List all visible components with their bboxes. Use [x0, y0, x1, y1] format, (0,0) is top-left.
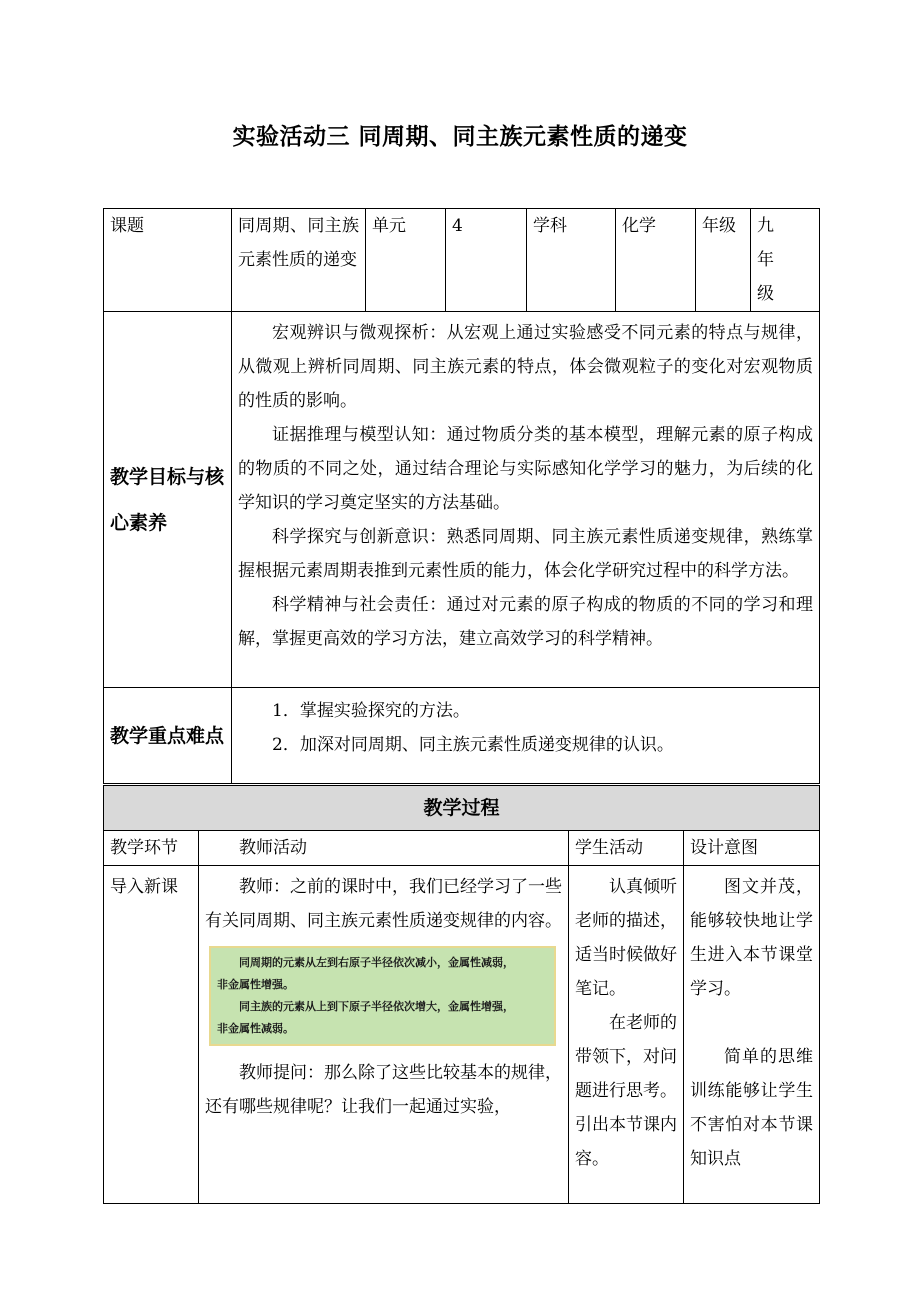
- keypoint-item: 2．加深对同周期、同主族元素性质递变规律的认识。: [272, 735, 674, 755]
- goal-paragraph: 证据推理与模型认知：通过物质分类的基本模型，理解元素的原子构成的物质的不同之处，通过结合理论与实际感知化学学习的魅力，为后续的化学知识的学习奠定坚实的方法基础。: [238, 425, 813, 513]
- subject-value: 化学: [616, 209, 696, 312]
- design-intent-cell: [684, 866, 820, 1204]
- goal-paragraph: 科学精神与社会责任：通过对元素的原子构成的物质的不同的学习和理解，掌握更高效的学习方法，建立高效学习的科学精神。: [238, 595, 813, 649]
- unit-label: 单元: [366, 209, 446, 312]
- goals-label: 教学目标与核心素养: [104, 312, 232, 688]
- grade-value: 九年级: [751, 209, 820, 312]
- teacher-text: 教师：之前的课时中，我们已经学习了一些有关同周期、同主族元素性质递变规律的内容。: [205, 877, 562, 931]
- teacher-question-text: 教师提问：那么除了这些比较基本的规律，还有哪些规律呢？让我们一起通过实验，: [205, 1063, 562, 1117]
- unit-value: 4: [446, 209, 527, 312]
- grade-label: 年级: [696, 209, 751, 312]
- subject-label: 学科: [527, 209, 616, 312]
- student-text: 在老师的带领下，对问题进行思考。引出本节课内容。: [575, 1013, 677, 1169]
- keypoints-label: 教学重点难点: [104, 688, 232, 784]
- col-student-header: 学生活动: [569, 831, 684, 866]
- rule-line: 同主族的元素从上到下原子半径依次增大，金属性增强，: [239, 1000, 514, 1013]
- design-text: 图文并茂，能够较快地让学生进入本节课堂学习。: [690, 877, 814, 999]
- topic-label: 课题: [104, 209, 232, 312]
- rule-line: 非金属性减弱。: [217, 1022, 294, 1035]
- col-teacher-header: 教师活动: [199, 831, 569, 866]
- rule-summary-image: [209, 946, 556, 1046]
- goal-paragraph: 科学探究与创新意识：熟悉同周期、同主族元素性质递变规律，熟练掌握根据元素周期表推到元素性质的能力，体会化学研究过程中的科学方法。: [238, 527, 813, 581]
- process-band-title: 教学过程: [104, 786, 820, 831]
- page-title: 实验活动三 同周期、同主族元素性质的递变: [232, 124, 688, 150]
- lesson-info-table: [103, 208, 820, 784]
- topic-value: 同周期、同主族元素性质的递变: [232, 209, 366, 312]
- student-activity-cell: [569, 866, 684, 1204]
- stage-cell: 导入新课: [104, 866, 199, 1204]
- design-text: 简单的思维训练能够让学生不害怕对本节课知识点: [690, 1047, 814, 1169]
- rule-line: 同周期的元素从左到右原子半径依次减小，金属性减弱，: [239, 956, 514, 969]
- keypoint-item: 1．掌握实验探究的方法。: [272, 701, 470, 721]
- col-design-header: 设计意图: [684, 831, 820, 866]
- rule-line: 非金属性增强。: [217, 978, 294, 991]
- col-stage-header: 教学环节: [104, 831, 199, 866]
- keypoints-content: [232, 688, 820, 784]
- student-text: 认真倾听老师的描述，适当时候做好笔记。: [575, 877, 677, 999]
- teaching-process-table: [103, 785, 820, 1204]
- teacher-activity-cell: [199, 866, 569, 1204]
- goals-content: [232, 312, 820, 688]
- goal-paragraph: 宏观辨识与微观探析：从宏观上通过实验感受不同元素的特点与规律，从微观上辨析同周期、同主族元素的特点，体会微观粒子的变化对宏观物质的性质的影响。: [238, 323, 813, 411]
